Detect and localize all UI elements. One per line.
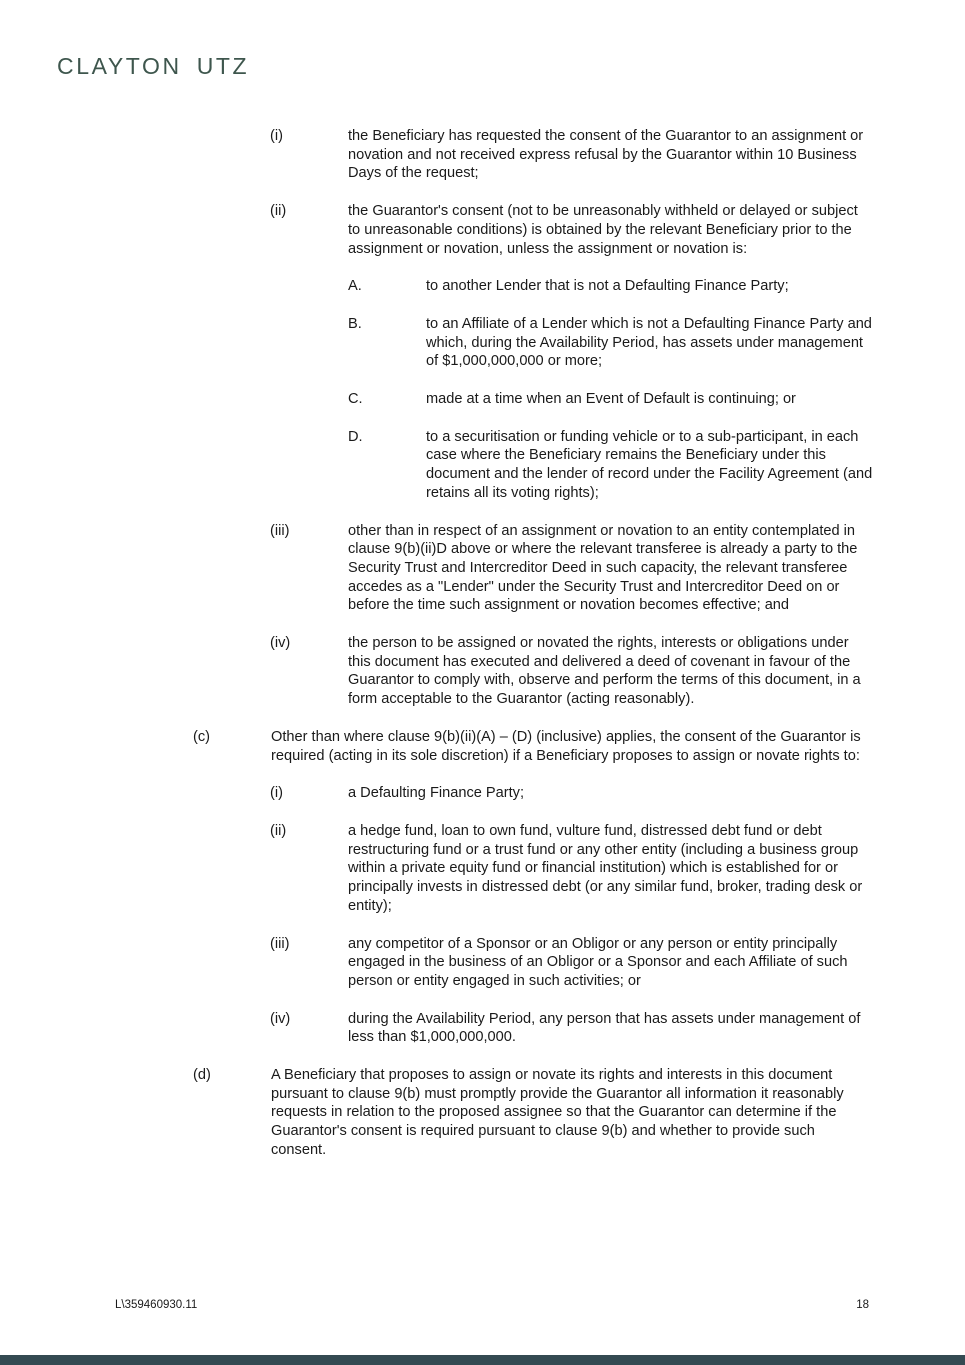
clause-row <box>0 522 873 616</box>
clause-text: to an Affiliate of a Lender which is not a Defaulting Finance Party and which, during the Availability Period, has assets under management of $1,000,000,000 or more; <box>426 315 872 370</box>
clause-label: (ii) <box>270 203 287 220</box>
clause-text: the person to be assigned or novated the rights, interests or obligations under this document has executed and delivered a deed of covenant in favour of the Guarantor to comply with, observe and perform the terms of this document, in a form acceptable to the Guarantor (acting reasonably). <box>348 635 861 708</box>
clause-label: (iv) <box>270 635 291 652</box>
clause-row <box>0 315 873 371</box>
clause-label: (c) <box>193 728 211 745</box>
clause-label: (i) <box>270 128 283 144</box>
clause-text: during the Availability Period, any person that has assets under management of less than $1,000,000,000. <box>348 1010 861 1046</box>
clause-label: (d) <box>193 1067 211 1084</box>
clause-row <box>0 202 873 258</box>
clause-label: C. <box>348 391 363 408</box>
clause-row <box>0 784 873 803</box>
clause-row <box>0 428 873 503</box>
clause-label: B. <box>348 315 362 332</box>
clause-list <box>0 127 873 1179</box>
clayton-utz-logo: CLAYTON UTZ <box>57 53 250 79</box>
clause-text: a Defaulting Finance Party; <box>348 785 525 802</box>
clause-label: A. <box>348 278 362 295</box>
clause-text: a hedge fund, loan to own fund, vulture fund, distressed debt fund or debt restructuring fund or a trust fund or any other entity (including a business group within a private equity fund or financial institution) which is established for or principally invests in distressed debt (or any similar fund, broker, trading desk or entity); <box>348 822 863 914</box>
clause-text: other than in respect of an assignment or novation to an entity contemplated in clause 9(b)(ii)D above or where the relevant transferee is already a party to the Security Trust and Intercreditor Deed in such capacity, the relevant transferee accedes as a "Lender" under the Security Trust and Intercreditor Deed on or before the time such assignment or novation becomes effective; and <box>348 522 858 614</box>
page-number: 18 <box>856 1299 869 1311</box>
clause-row <box>0 390 873 409</box>
clause-label: D. <box>348 428 363 445</box>
clause-row <box>0 127 873 183</box>
clause-label: (ii) <box>270 822 287 839</box>
clause-row <box>0 277 873 296</box>
clause-row <box>0 1066 873 1160</box>
clause-text: to another Lender that is not a Defaulting Finance Party; <box>426 278 789 295</box>
clause-row <box>0 634 873 709</box>
clause-label: (iv) <box>270 1010 291 1027</box>
clause-text: any competitor of a Sponsor or an Obligor or any person or entity principally engaged in the business of an Obligor or a Sponsor and each Affiliate of such person or entity engaged in such activities; or <box>348 935 848 989</box>
clause-text: made at a time when an Event of Default is continuing; or <box>426 391 796 408</box>
clause-text: A Beneficiary that proposes to assign or novate its rights and interests in this document pursuant to clause 9(b) must promptly provide the Guarantor all information it reasonably requests in relation to the proposed assignee so that the Guarantor can determine if the Guarantor's consent is required pursuant to clause 9(b) and whether to provide such consent. <box>271 1067 844 1158</box>
clause-label: (i) <box>270 785 283 802</box>
clause-row <box>0 935 873 991</box>
clause-row <box>0 822 873 916</box>
document-reference: L\359460930.11 <box>115 1299 198 1311</box>
footer-brand-bar <box>0 1355 965 1365</box>
clause-row <box>0 728 873 765</box>
clause-text: the Beneficiary has requested the consent of the Guarantor to an assignment or novation and not received express refusal by the Guarantor within 10 Business Days of the request; <box>348 128 864 182</box>
footer <box>115 1299 869 1311</box>
clause-text: Other than where clause 9(b)(ii)(A) – (D) (inclusive) applies, the consent of the Guarantor is required (acting in its sole discretion) if a Beneficiary proposes to assign or novate rights to: <box>271 728 861 764</box>
clause-text: to a securitisation or funding vehicle or to a sub-participant, in each case where the Beneficiary remains the Beneficiary under this document and the lender of record under the Facility Agreement (and retains all its voting rights); <box>426 428 873 501</box>
clause-text: the Guarantor's consent (not to be unreasonably withheld or delayed or subject to unreasonable conditions) is obtained by the relevant Beneficiary prior to the assignment or novation, unless the assignment or novation is: <box>348 203 858 257</box>
clause-label: (iii) <box>270 935 290 952</box>
clause-row <box>0 1010 873 1047</box>
clause-label: (iii) <box>270 522 290 539</box>
